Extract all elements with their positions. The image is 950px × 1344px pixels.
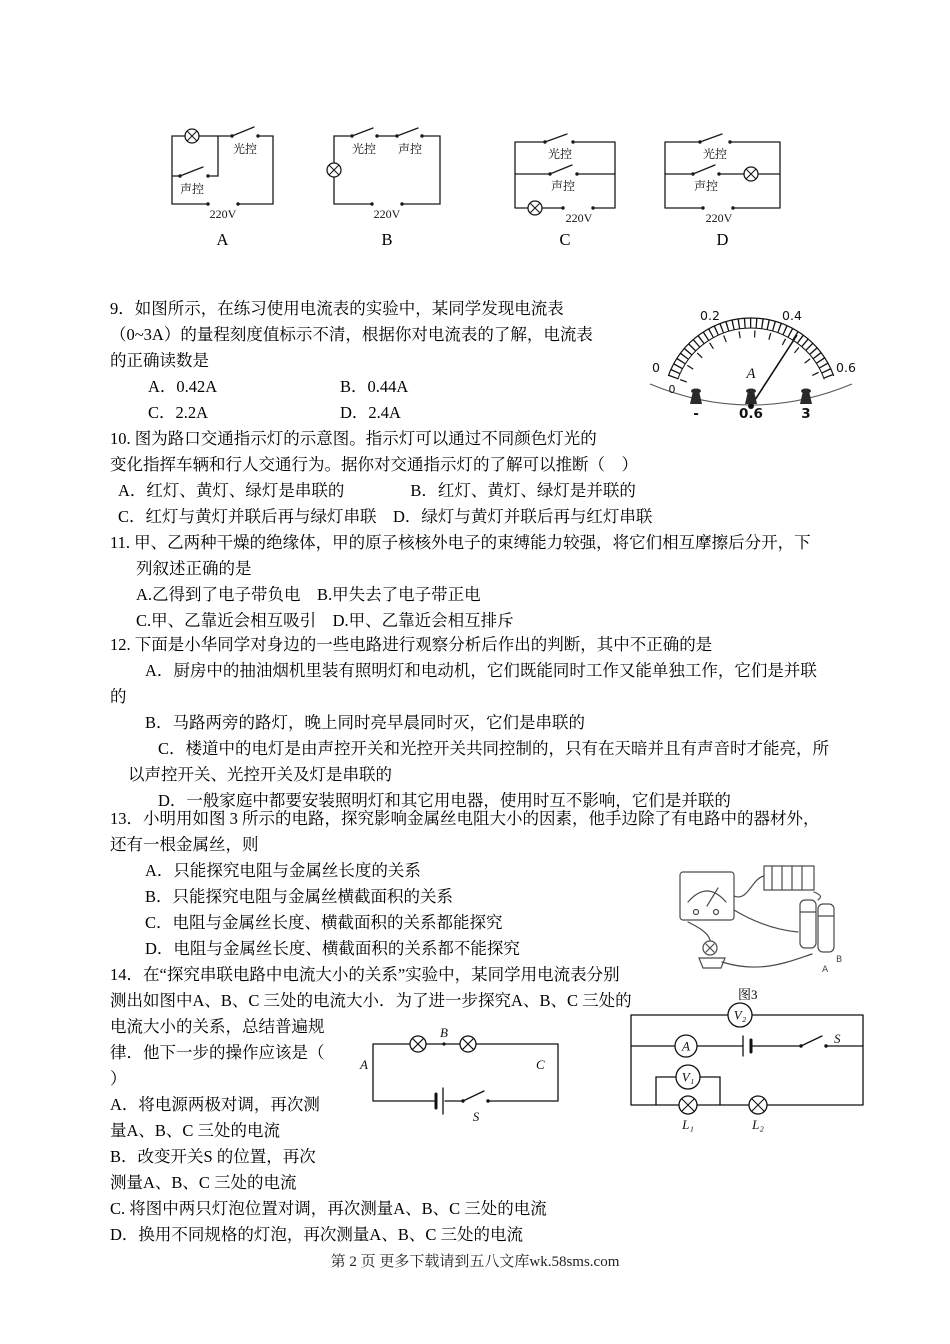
q14-meters-circuit [616, 1001, 880, 1135]
q10-line: 变化指挥车辆和行人交通行为。据你对交通指示灯的了解可以推断（ ） [110, 455, 638, 474]
q9-line: （0~3A）的量程刻度值标示不清，根据你对电流表的了解，电流表 [110, 325, 593, 344]
ammeter-terminal-minus: - [693, 406, 699, 420]
ammeter-needle [751, 335, 797, 406]
q9-option-d: D．2.4A [340, 403, 401, 422]
q11-options-cd: C.甲、乙靠近会相互吸引 D.甲、乙靠近会相互排斥 [136, 611, 514, 630]
q11-options-ab: A.乙得到了电子带负电 B.甲失去了电子带正电 [136, 585, 481, 604]
q14-line: ） [110, 1069, 127, 1088]
q12-option-b: B．马路两旁的路灯，晚上同时亮早晨同时灭，它们是串联的 [145, 713, 586, 732]
sound-control-label: 声控 [179, 182, 205, 196]
figure3-point-a: A [822, 965, 829, 975]
sound-control-label: 声控 [397, 142, 423, 156]
ammeter-terminal-3: 3 [801, 406, 811, 420]
ammeter-figure [634, 298, 869, 420]
circuit-diagram-a [160, 124, 285, 224]
q12-intro: 12. 下面是小华同学对身边的一些电路进行观察分析后作出的判断，其中不正确的是 [110, 635, 713, 654]
q10-options-cd: C．红灯与黄灯并联后再与绿灯串联 D．绿灯与黄灯并联后再与红灯串联 [118, 507, 653, 526]
point-b-label: B [440, 1026, 448, 1040]
ammeter-scale-06: 0.6 [836, 360, 856, 375]
q10-options-ab: A．红灯、黄灯、绿灯是串联的 B．红灯、黄灯、绿灯是并联的 [118, 481, 636, 500]
voltmeter1-label: V₁ [681, 1069, 695, 1085]
q9-option-c: C．2.2A [148, 403, 209, 422]
q13-line: 13．小明用如图 3 所示的电路，探究影响金属丝电阻大小的因素，他手边除了有电路中的器材外， [110, 809, 820, 828]
q13-option-d: D．电阻与金属丝长度、横截面积的关系都不能探究 [145, 939, 520, 958]
circuit-diagram-c [505, 132, 625, 226]
q11-line: 11. 甲、乙两种干燥的绝缘体，甲的原子核核外电子的束缚能力较强，将它们相互摩擦后分开，下 [110, 533, 811, 552]
point-a-label: A [360, 1057, 368, 1072]
q14-series-circuit [356, 1026, 568, 1128]
q14-option-b-wrap: 测量A、B、C 三处的电流 [110, 1173, 297, 1192]
q12-option-a-wrap: 的 [110, 687, 127, 706]
sound-control-label: 声控 [693, 179, 719, 193]
lamp1-label: L₁ [682, 1117, 694, 1132]
ammeter-scale-0-lower: 0 [668, 383, 676, 396]
option-label-d: D [716, 230, 729, 249]
q12-option-a: A．厨房中的抽油烟机里装有照明灯和电动机，它们既能同时工作又能单独工作，它们是并联 [145, 661, 817, 680]
lamp2-label: L₂ [752, 1117, 764, 1132]
ammeter-scale-0: 0 [652, 360, 660, 375]
ammeter-scale-04: 0.4 [782, 308, 802, 323]
q9-option-a: A．0.42A [148, 377, 218, 396]
light-control-label: 光控 [351, 142, 377, 156]
q13-line: 还有一根金属丝，则 [110, 835, 259, 854]
figure3-caption: 图3 [738, 987, 758, 1002]
switch-s-label: S [472, 1109, 480, 1124]
q10-line: 10. 图为路口交通指示灯的示意图。指示灯可以通过不同颜色灯光的 [110, 429, 597, 448]
point-c-label: C [536, 1057, 545, 1072]
q14-option-d: D．换用不同规格的灯泡，再次测量A、B、C 三处的电流 [110, 1225, 523, 1244]
option-label-c: C [559, 230, 571, 249]
light-control-label: 光控 [547, 147, 573, 161]
voltage-label: 220V [373, 207, 401, 221]
q13-option-b: B．只能探究电阻与金属丝横截面积的关系 [145, 887, 454, 906]
voltage-label: 220V [705, 211, 733, 225]
q13-option-c: C．电阻与金属丝长度、横截面积的关系都能探究 [145, 913, 503, 932]
option-label-b: B [381, 230, 393, 249]
figure3-experiment-sketch [672, 860, 860, 984]
q12-option-d: D．一般家庭中都要安装照明灯和其它用电器，使用时互不影响，它们是并联的 [158, 791, 731, 810]
circuit-diagram-b [322, 124, 452, 224]
voltmeter2-label: V₂ [733, 1007, 747, 1023]
q11-line: 列叙述正确的是 [136, 559, 252, 578]
voltage-label: 220V [209, 207, 237, 221]
ammeter-unit: A [746, 366, 756, 382]
voltage-label: 220V [565, 211, 593, 225]
q14-option-a-wrap: 量A、B、C 三处的电流 [110, 1121, 281, 1140]
switch-s-label: S [834, 1031, 841, 1046]
q14-option-a: A．将电源两极对调，再次测 [110, 1095, 320, 1114]
ammeter-terminal-06: 0.6 [739, 406, 763, 420]
q14-option-c: C. 将图中两只灯泡位置对调，再次测量A、B、C 三处的电流 [110, 1199, 547, 1218]
figure3-point-b: B [836, 955, 843, 965]
light-control-label: 光控 [232, 142, 258, 156]
q14-line: 测出如图中A、B、C 三处的电流大小．为了进一步探究A、B、C 三处的 [110, 991, 632, 1010]
q9-line: 9．如图所示，在练习使用电流表的实验中，某同学发现电流表 [110, 299, 564, 318]
q14-line: 律．他下一步的操作应该是（ [110, 1043, 325, 1062]
light-control-label: 光控 [702, 147, 728, 161]
q14-line: 电流大小的关系，总结普遍规 [110, 1017, 325, 1036]
ammeter-scale-02: 0.2 [700, 308, 720, 323]
sound-control-label: 声控 [550, 179, 576, 193]
q9-line: 的正确读数是 [110, 351, 209, 370]
circuit-diagram-d [655, 132, 790, 226]
q14-line: 14．在“探究串联电路中电流大小的关系”实验中，某同学用电流表分别 [110, 965, 620, 984]
q12-option-c: C．楼道中的电灯是由声控开关和光控开关共同控制的，只有在天暗并且有声音时才能亮，所 [158, 739, 830, 758]
ammeter-label: A [682, 1038, 690, 1054]
page-footer: 第 2 页 更多下载请到五八文库wk.58sms.com [330, 1254, 620, 1270]
q12-option-c-wrap: 以声控开关、光控开关及灯是串联的 [128, 765, 392, 784]
option-label-a: A [216, 230, 229, 249]
q9-option-b: B．0.44A [340, 377, 409, 396]
q13-option-a: A．只能探究电阻与金属丝长度的关系 [145, 861, 421, 880]
q14-option-b: B．改变开关S 的位置，再次 [110, 1147, 316, 1166]
